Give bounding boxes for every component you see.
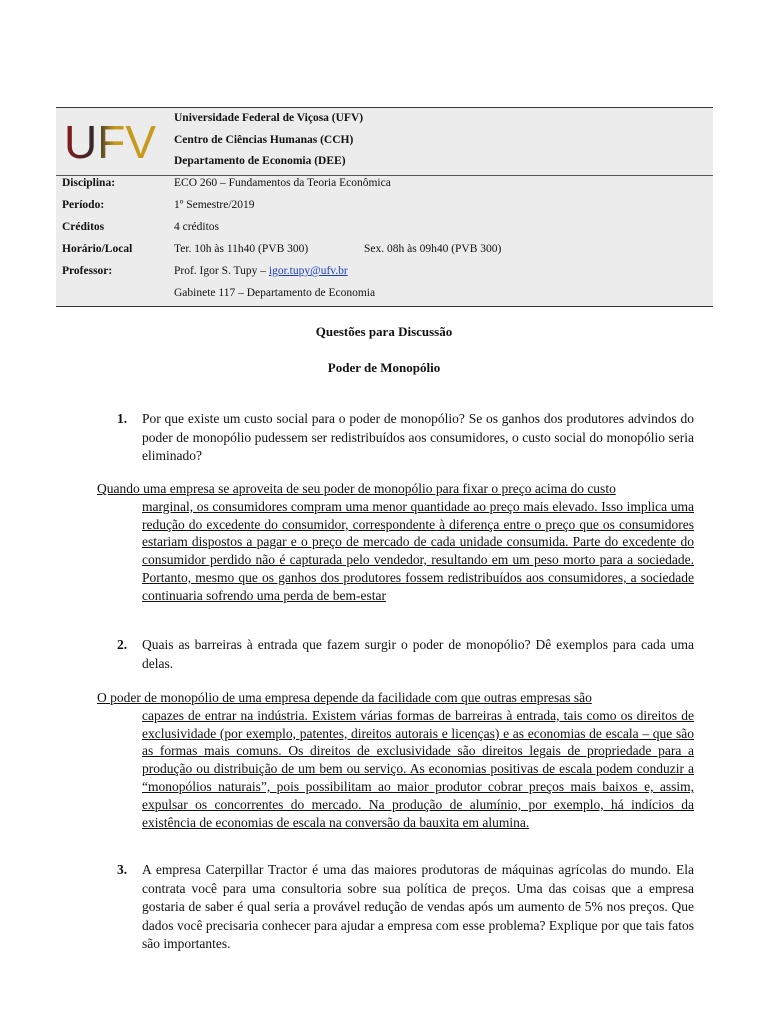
question-3-number: 3. (117, 862, 128, 877)
answer-2-first-line: O poder de monopólio de uma empresa depende da facilidade com que outras empresas são (97, 690, 592, 705)
page-title: Questões para Discussão (315, 324, 453, 339)
question-2-text: Quais as barreiras à entrada que fazem surgir o poder de monopólio? Dê exemplos para cada uma delas. (142, 637, 694, 671)
course-info-block (56, 176, 713, 306)
horario-value-2: Sex. 08h às 09h40 (PVB 300) (364, 243, 502, 255)
answer-1-body: marginal, os consumidores compram uma menor quantidade ao preço mais elevado. Isso implica uma redução do excedente do consumidor, correspondente à diferença entre o preço que os consumidores estariam dispostos a pagar e o preço de mercado de cada unidade consumida. Parte do excedente do consumidor perdido não é capturada pelo vendedor, resultando em um peso morto para a sociedade. Portanto, mesmo que os ganhos dos produtores fossem redistribuídos aos consumidores, a sociedade continuaria sofrendo uma perda de bem-estar (142, 498, 694, 603)
page-subtitle: Poder de Monopólio (327, 360, 441, 375)
horario-label: Horário/Local (62, 243, 133, 255)
row-disciplina (56, 172, 713, 194)
ufv-logo (64, 116, 156, 168)
institution-university: Universidade Federal de Viçosa (UFV) (174, 112, 364, 124)
row-gabinete (56, 282, 713, 304)
disciplina-label: Disciplina: (62, 177, 116, 189)
row-horario (56, 238, 713, 260)
horario-value-1: Ter. 10h às 11h40 (PVB 300) (174, 243, 309, 255)
row-periodo (56, 194, 713, 216)
institution-center: Centro de Ciências Humanas (CCH) (174, 133, 354, 146)
row-professor (56, 260, 713, 282)
creditos-value: 4 créditos (174, 221, 220, 233)
row-creditos (56, 216, 713, 238)
logo-text: UFV (64, 116, 156, 168)
professor-value (174, 260, 348, 282)
course-header (56, 107, 713, 307)
periodo-value: 1º Semestre/2019 (174, 199, 255, 211)
question-1-text: Por que existe um custo social para o poder de monopólio? Se os ganhos dos produtores advindos do poder de monopólio pudessem ser redistribuídos aos consumidores, o custo social do monopólio seria eliminado? (142, 411, 694, 463)
gabinete-value: Gabinete 117 – Departamento de Economia (174, 287, 376, 299)
professor-email-link[interactable]: igor.tupy@ufv.br (268, 265, 348, 277)
disciplina-value: ECO 260 – Fundamentos da Teoria Econômica (174, 177, 391, 189)
answer-2 (97, 689, 694, 831)
institution-department: Departamento de Economia (DEE) (174, 155, 346, 167)
question-1-number: 1. (117, 411, 128, 426)
question-2-number: 2. (117, 637, 128, 652)
periodo-label: Período: (62, 199, 105, 211)
answer-1-first-line: Quando uma empresa se aproveita de seu poder de monopólio para fixar o preço acima do custo (97, 481, 616, 496)
answer-2-body: capazes de entrar na indústria. Existem várias formas de barreiras à entrada, tais como os direitos de exclusividade (por exemplo, patentes, direitos autorais e licenças) e as economias de escala – que são as formas mais comuns. Os direitos de exclusividade são direitos legais de propriedade para a produção ou distribuição de um bem ou serviço. As economias positivas de escala podem conduzir a “monopólios naturais”, pois possibilitam ao maior produtor cobrar preços mais baixos e, assim, expulsar os concorrentes do mercado. Na produção de alumínio, por exemplo, há indícios da existência de economias de escala na conversão da bauxita em alumina. (142, 707, 694, 830)
professor-label: Professor: (62, 265, 113, 277)
creditos-label: Créditos (62, 221, 105, 233)
question-3-text: A empresa Caterpillar Tractor é uma das maiores produtoras de máquinas agrícolas do mundo. Ela contrata você para uma consultoria sobre sua política de preços. Uma das coisas que a empresa gostaria de saber é qual seria a provável redução de vendas após um aumento de 5% nos preços. Que dados você precisaria conhecer para ajudar a empresa com esse problema? Explique por que tais fatos são importantes. (142, 862, 694, 951)
professor-name: Prof. Igor S. Tupy – (174, 265, 269, 277)
answer-1 (97, 480, 694, 605)
institution-lines (174, 108, 363, 173)
header-institution-block (56, 108, 713, 176)
